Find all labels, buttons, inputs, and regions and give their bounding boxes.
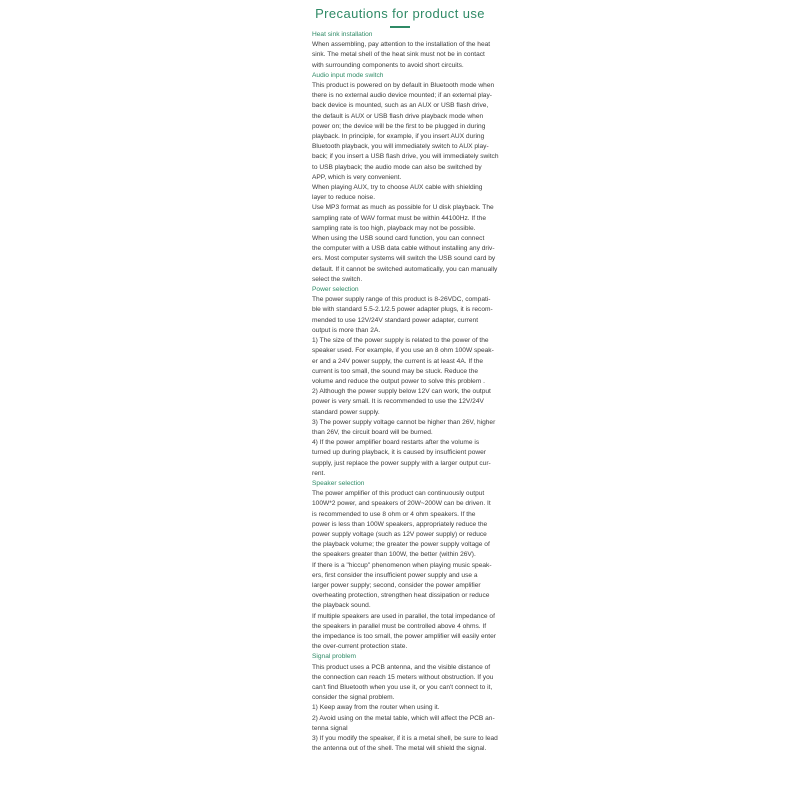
section (312, 652, 497, 754)
text-line: back device is mounted, such as an AUX or USB flash drive, (312, 102, 489, 110)
text-line: When playing AUX, try to choose AUX cable with shielding (312, 184, 483, 192)
text-line: the playback volume; the greater the power supply voltage of (312, 541, 490, 549)
text-line: sampling rate of WAV format must be within 44100Hz. If the (312, 214, 487, 222)
section (312, 479, 497, 652)
text-line: playback. In principle, for example, if you insert AUX during (312, 133, 485, 141)
text-line: the connection can reach 15 meters without obstruction. If you (312, 673, 494, 681)
text-line: overheating protection, strengthen heat dissipation or reduce (312, 592, 490, 600)
text-line: sink. The metal shell of the heat sink must not be in contact (312, 51, 485, 59)
text-line: 1) Keep away from the router when using it. (312, 704, 440, 712)
text-line: 2) Avoid using on the metal table, which will affect the PCB an- (312, 714, 495, 722)
text-line: consider the signal problem. (312, 694, 395, 702)
text-line: default. If it cannot be switched automatically, you can manually (312, 265, 498, 273)
text-line: tenna signal (312, 724, 348, 732)
text-line: back; if you insert a USB flash drive, you will immediately switch (312, 153, 499, 161)
text-line: The power amplifier of this product can continuously output (312, 490, 485, 498)
text-line: the playback sound. (312, 602, 371, 610)
text-line: If multiple speakers are used in parallel, the total impedance of (312, 612, 495, 620)
text-line: ers. Most computer systems will switch the USB sound card by (312, 255, 496, 263)
text-line: Use MP3 format as much as possible for U disk playback. The (312, 204, 494, 212)
section-heading: Speaker selection (312, 479, 365, 487)
text-line: 2) Although the power supply below 12V can work, the output (312, 388, 491, 396)
text-line: turned up during playback, it is caused by insufficient power (312, 449, 486, 457)
section-heading: Audio input mode switch (312, 71, 384, 79)
text-line: The power supply range of this product is 8-26VDC, compati- (312, 296, 491, 304)
text-line: sampling rate is too high, playback may not be possible. (312, 224, 476, 232)
text-line: 1) The size of the power supply is related to the power of the (312, 337, 489, 345)
text-line: 100W*2 power, and speakers of 20W~200W can be driven. It (312, 500, 491, 508)
page-title: Precautions for product use (315, 6, 485, 21)
title-underline (390, 26, 410, 28)
text-line: select the switch. (312, 275, 363, 283)
text-line: the speakers in parallel must be controlled above 4 ohms. If (312, 622, 487, 630)
text-line: er and a 24V power supply, the current is at least 4A. If the (312, 357, 484, 365)
text-line: This product uses a PCB antenna, and the visible distance of (312, 663, 491, 671)
text-line: power is less than 100W speakers, appropriately reduce the (312, 520, 488, 528)
text-line: Bluetooth playback, you will immediately switch to AUX play- (312, 143, 489, 151)
text-line: the computer with a USB data cable without installing any driv- (312, 245, 495, 253)
text-line: the default is AUX or USB flash drive playback mode when (312, 112, 484, 120)
text-line: volume and reduce the output power to solve this problem . (312, 377, 486, 385)
precautions-content (312, 30, 497, 754)
text-line: ble with standard 5.5-2.1/2.5 power adapter plugs, it is recom- (312, 306, 493, 314)
text-line: to USB playback; the audio mode can also be switched by (312, 163, 482, 171)
text-line: the over-current protection state. (312, 643, 408, 651)
text-line: with surrounding components to avoid short circuits. (312, 61, 464, 69)
text-line: power on; the device will be the first to be plugged in during (312, 122, 486, 130)
text-line: there is no external audio device mounted; if an external play- (312, 92, 492, 100)
text-line: output is more than 2A. (312, 326, 381, 334)
text-line: 4) If the power amplifier board restarts after the volume is (312, 439, 480, 447)
section-heading: Power selection (312, 286, 359, 294)
text-line: can't find Bluetooth when you use it, or you can't connect to it, (312, 684, 493, 691)
section (312, 30, 497, 71)
section (312, 71, 497, 285)
text-line: When using the USB sound card function, you can connect (312, 235, 485, 243)
text-line: APP, which is very convenient. (312, 173, 402, 181)
section-heading: Signal problem (312, 653, 356, 661)
text-line: power is very small. It is recommended to use the 12V/24V (312, 398, 484, 406)
text-line: the antenna out of the shell. The metal will shield the signal. (312, 745, 487, 753)
section-heading: Heat sink installation (312, 31, 373, 38)
text-line: When assembling, pay attention to the installation of the heat (312, 41, 491, 49)
text-line: If there is a "hiccup" phenomenon when playing music speak- (312, 561, 492, 569)
text-line: 3) The power supply voltage cannot be higher than 26V, higher (312, 418, 496, 426)
text-line: than 26V, the circuit board will be burned. (312, 428, 433, 436)
text-line: This product is powered on by default in Bluetooth mode when (312, 82, 495, 90)
text-line: layer to reduce noise. (312, 194, 376, 202)
text-line: larger power supply; second, consider the power amplifier (312, 581, 481, 589)
text-line: mended to use 12V/24V standard power adapter, current (312, 316, 479, 324)
text-line: rent. (312, 469, 326, 477)
text-line: standard power supply. (312, 408, 380, 416)
section (312, 285, 497, 479)
text-line: supply, just replace the power supply with a larger output cur- (312, 459, 491, 467)
text-line: speaker used. For example, if you use an 8 ohm 100W speak- (312, 347, 494, 355)
text-line: power supply voltage (such as 12V power supply) or reduce (312, 530, 487, 538)
text-line: 3) If you modify the speaker, if it is a metal shell, be sure to lead (312, 735, 498, 743)
text-line: the impedance is too small, the power amplifier will easily enter (312, 632, 496, 640)
text-line: the speakers greater than 100W, the better (within 26V). (312, 551, 476, 559)
text-line: is recommended to use 8 ohm or 4 ohm speakers. If the (312, 510, 476, 518)
text-line: current is too small, the sound may be stuck. Reduce the (312, 367, 479, 375)
text-line: ers, first consider the insufficient power supply and use a (312, 571, 478, 579)
